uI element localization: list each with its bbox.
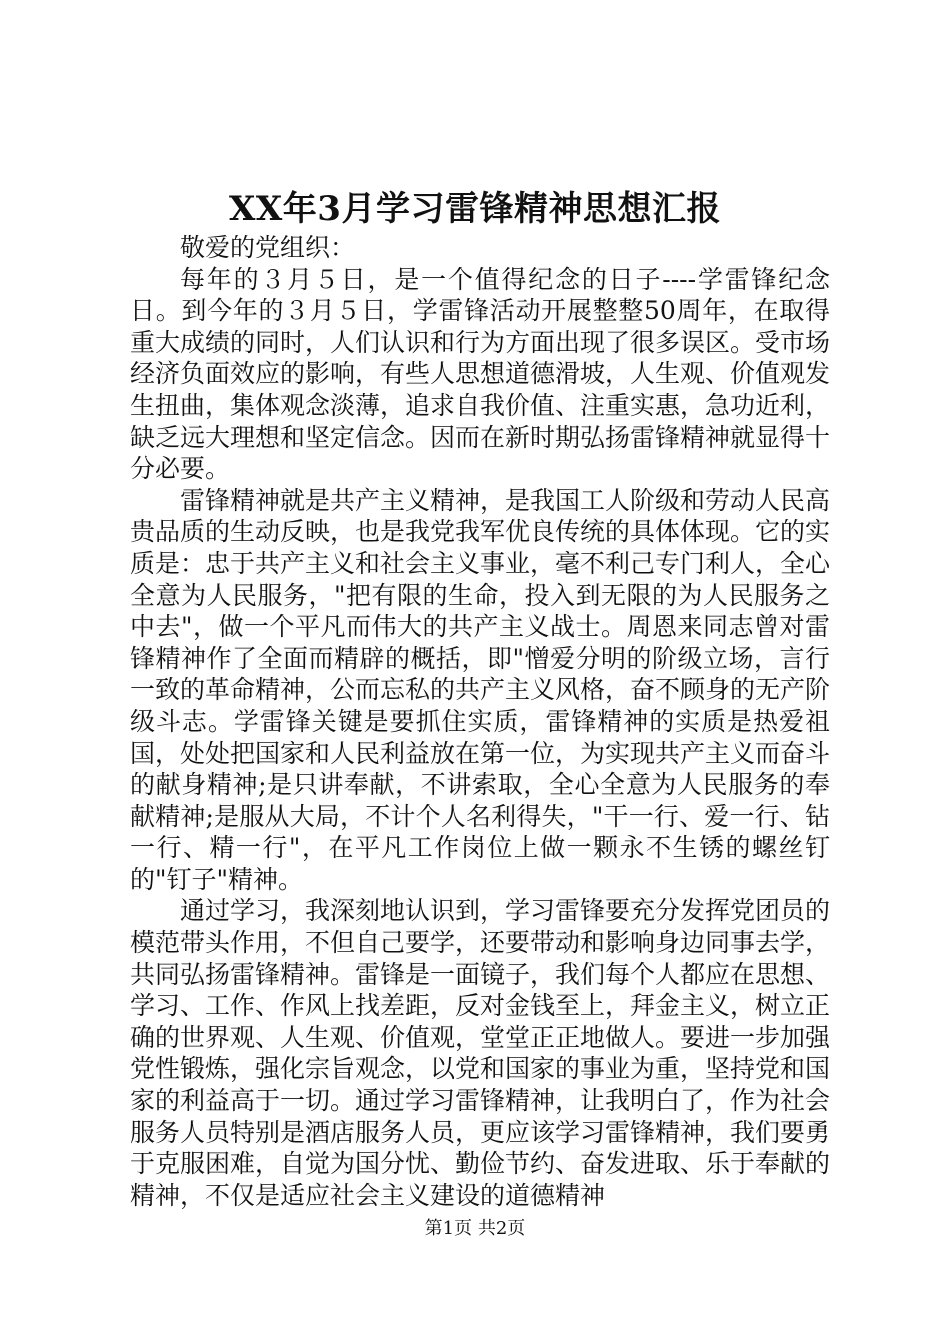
document-body [130,232,830,1211]
page-footer: 第1页 共2页 [424,1218,526,1239]
paragraph-2: 雷锋精神就是共产主义精神，是我国工人阶级和劳动人民高贵品质的生动反映，也是我党我军优良传统的具体体现。它的实质是：忠于共产主义和社会主义事业，毫不利己专门利人，全心全意为人民服务，"把有限的生命，投入到无限的为人民服务之中去"，做一个平凡而伟大的共产主义战士。周恩来同志曾对雷锋精神作了全面而精辟的概括，即"憎爱分明的阶级立场，言行一致的革命精神，公而忘私的共产主义风格，奋不顾身的无产阶级斗志。学雷锋关键是要抓住实质，雷锋精神的实质是热爱祖国，处处把国家和人民利益放在第一位，为实现共产主义而奋斗的献身精神;是只讲奉献，不讲索取，全心全意为人民服务的奉献精神;是服从大局，不计个人名利得失，"干一行、爱一行、钻一行、精一行"，在平凡工作岗位上做一颗永不生锈的螺丝钉的"钉子"精神。 [130,485,831,894]
document-title: XX年3月学习雷锋精神思想汇报 [229,189,721,229]
salutation: 敬爱的党组织： [180,233,356,262]
paragraph-3: 通过学习，我深刻地认识到，学习雷锋要充分发挥党团员的模范带头作用，不但自己要学，还要带动和影响身边同事去学，共同弘扬雷锋精神。雷锋是一面镜子，我们每个人都应在思想、学习、工作、作风上找差距，反对金钱至上，拜金主义，树立正确的世界观、人生观、价值观，堂堂正正地做人。要进一步加强党性锻炼，强化宗旨观念，以党和国家的事业为重，坚持党和国家的利益高于一切。通过学习雷锋精神，让我明白了，作为社会服务人员特别是酒店服务人员，更应该学习雷锋精神，我们要勇于克服困难，自觉为国分忧、勤俭节约、奋发进取、乐于奉献的精神，不仅是适应社会主义建设的道德精神 [130,896,831,1210]
paragraph-1: 每年的３月５日，是一个值得纪念的日子----学雷锋纪念日。到今年的３月５日，学雷锋活动开展整整50周年，在取得重大成绩的同时，人们认识和行为方面出现了很多误区。受市场经济负面效应的影响，有些人思想道德滑坡，人生观、价值观发生扭曲，集体观念淡薄，追求自我价值、注重实惠，急功近利，缺乏远大理想和坚定信念。因而在新时期弘扬雷锋精神就显得十分必要。 [130,264,831,484]
